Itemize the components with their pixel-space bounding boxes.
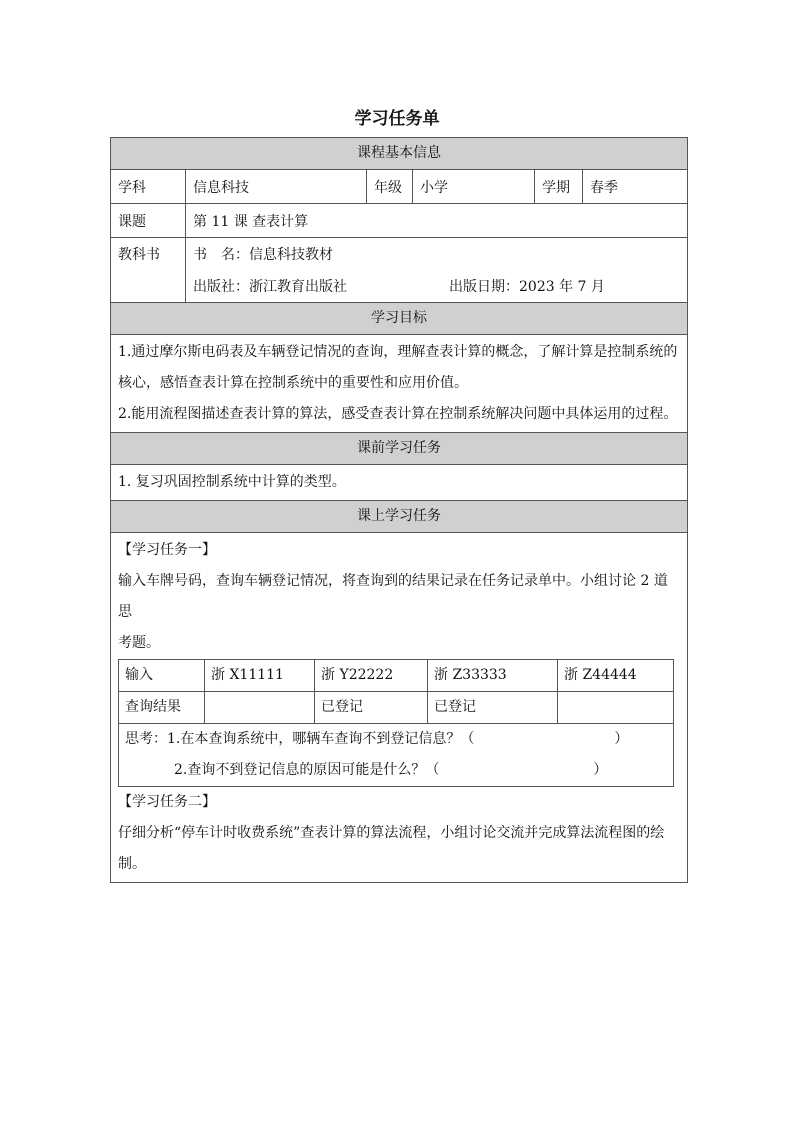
class-task-content xyxy=(111,533,687,882)
grade-value: 小学 xyxy=(413,170,535,203)
section-learning-goals: 学习目标 xyxy=(111,303,687,335)
task-1-title: 【学习任务一】 xyxy=(118,542,216,558)
result-cell[interactable] xyxy=(205,692,315,724)
result-cell[interactable]: 已登记 xyxy=(315,692,428,724)
goals-content xyxy=(111,335,687,433)
goal-1-line-2: 核心，感悟查表计算在控制系统中的重要性和应用价值。 xyxy=(118,375,468,391)
textbook-label: 教科书 xyxy=(111,238,186,302)
basic-row-subject xyxy=(111,170,687,204)
term-label: 学期 xyxy=(535,170,583,203)
goal-1-line-1: 1.通过摩尔斯电码表及车辆登记情况的查询，理解查表计算的概念，了解计算是控制系统的 xyxy=(118,344,678,360)
section-in-class-task: 课上学习任务 xyxy=(111,501,687,533)
book-name: 书 名：信息科技教材 xyxy=(193,247,333,263)
task-2-title: 【学习任务二】 xyxy=(118,794,216,810)
table-row xyxy=(119,692,674,724)
textbook-info xyxy=(186,238,687,302)
think-cell xyxy=(119,724,674,787)
task-2-text-line-1: 仔细分析“停车计时收费系统”查表计算的算法流程，小组讨论交流并完成算法流程图的绘 xyxy=(118,825,665,841)
section-basic-info: 课程基本信息 xyxy=(111,138,687,170)
page-title: 学习任务单 xyxy=(354,109,440,129)
task-record-table xyxy=(118,659,674,787)
basic-row-textbook xyxy=(111,238,687,303)
result-cell[interactable] xyxy=(558,692,674,724)
section-pre-class-task: 课前学习任务 xyxy=(111,433,687,465)
publish-date: 出版日期：2023 年 7 月 xyxy=(449,279,605,295)
publisher: 出版社：浙江教育出版社 xyxy=(193,279,347,295)
lesson-value: 第 11 课 查表计算 xyxy=(193,213,309,230)
plate-cell: 浙 Z33333 xyxy=(428,660,558,692)
subject-value: 信息科技 xyxy=(186,170,367,203)
task-2-text-line-2: 制。 xyxy=(118,856,146,872)
grade-label: 年级 xyxy=(367,170,413,203)
task-sheet xyxy=(110,137,688,883)
result-cell[interactable]: 已登记 xyxy=(428,692,558,724)
think-question-2: 2.查询不到登记信息的原因可能是什么？（ ） xyxy=(174,762,608,778)
plate-cell: 浙 X11111 xyxy=(205,660,315,692)
basic-row-lesson xyxy=(111,204,687,238)
goal-2: 2.能用流程图描述查表计算的算法，感受查表计算在控制系统解决问题中具体运用的过程。 xyxy=(118,406,678,422)
think-question-1: 思考：1.在本查询系统中，哪辆车查询不到登记信息？（ ） xyxy=(125,731,629,747)
pre-task-content xyxy=(111,465,687,501)
task-1-text-line-1: 输入车牌号码，查询车辆登记情况，将查询到的结果记录在任务记录单中。小组讨论 2 道思 xyxy=(118,573,668,620)
plate-cell: 浙 Y22222 xyxy=(315,660,428,692)
table-row xyxy=(119,724,674,787)
table-row xyxy=(119,660,674,692)
publish-line xyxy=(193,276,680,296)
input-label: 输入 xyxy=(119,660,205,692)
subject-label: 学科 xyxy=(111,170,186,203)
pre-task-1: 1. 复习巩固控制系统中计算的类型。 xyxy=(118,474,346,490)
term-value: 春季 xyxy=(590,179,618,196)
task-1-text-line-2: 考题。 xyxy=(118,635,160,651)
plate-cell: 浙 Z44444 xyxy=(558,660,674,692)
result-label: 查询结果 xyxy=(119,692,205,724)
lesson-label: 课题 xyxy=(111,204,186,237)
